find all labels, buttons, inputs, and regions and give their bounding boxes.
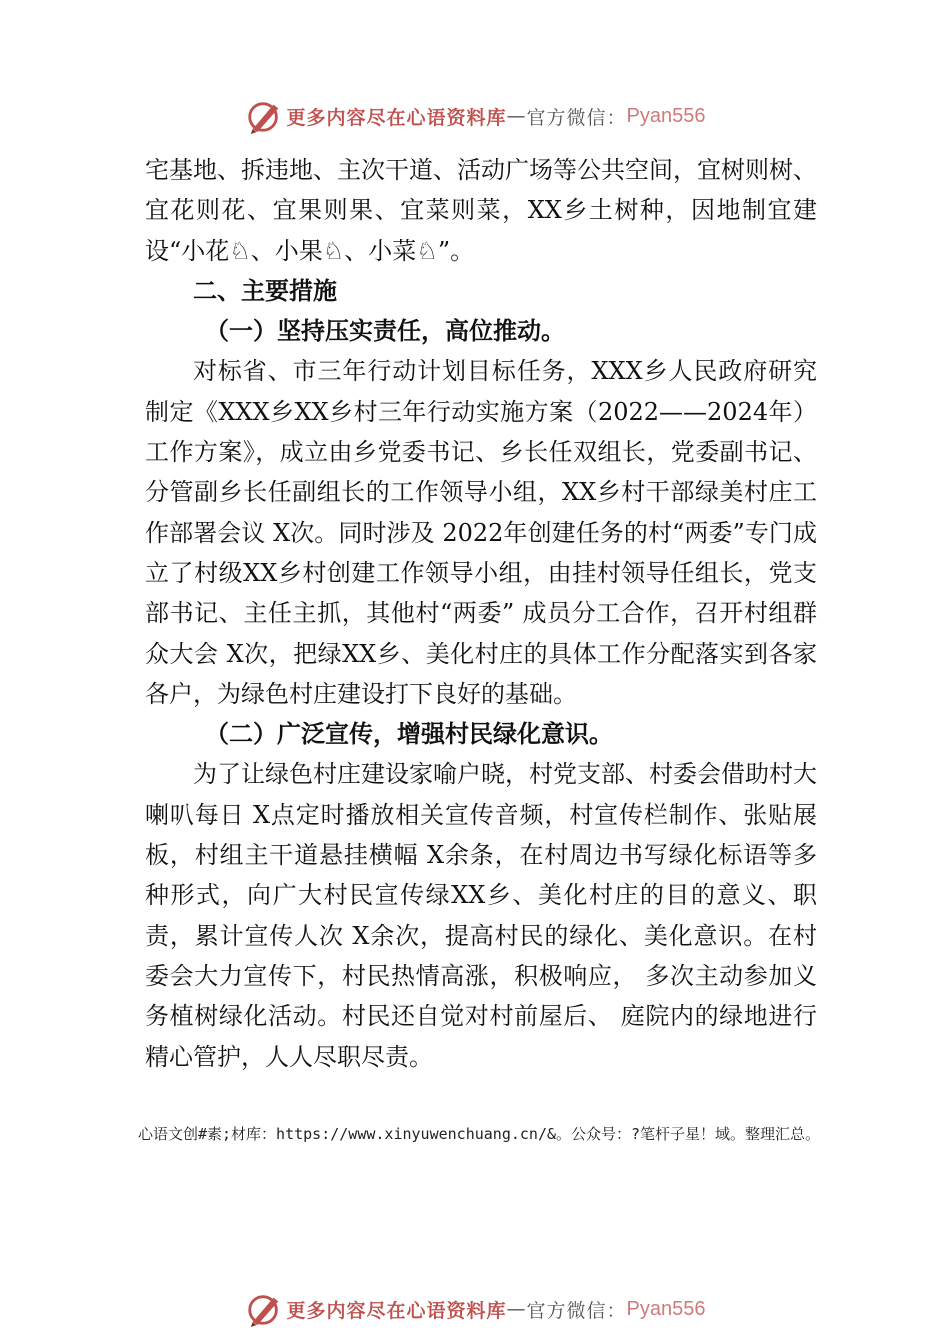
paragraph-continued: 宅基地、拆违地、主次干道、活动广场等公共空间，宜树则树、宜花则花、宜果则果、宜菜则菜，XX乡土树种，因地制宜建设“小花♘、小果♘、小菜♘”。 <box>145 156 817 265</box>
banner-separator: — <box>506 105 527 127</box>
red-pen-logo-icon <box>245 97 283 135</box>
subsection-heading: （一）坚持压实责任，高位推动。 <box>205 316 565 346</box>
body-paragraph: 对标省、市三年行动计划目标任务，XXX乡人民政府研究制定《XXX乡XX乡村三年行动实施方案（2022——2024年）工作方案》，成立由乡党委书记、乡长任双组长，党委副书记、分管副乡长任副组长的工作领导小组，XX乡村干部绿美村庄工作部署会议 X次。同时涉及 2022年创建任务的村“两委”专门成立了村级XX乡村创建工作领导小组，由挂村领导任组长，党支部书记、主任主抓，其他村“两委” 成员分工合作，召开村组群众大会 X次，把绿XX乡、美化村庄的具体工作分配落实到各家各户，为绿色村庄建设打下良好的基础。 <box>145 357 817 708</box>
banner-wechat-label: 官方微信： <box>526 106 627 129</box>
banner-wechat-id: Pyan556 <box>626 104 706 127</box>
document-body <box>145 150 817 1077</box>
subsection-heading: （二）广泛宣传，增强村民绿化意识。 <box>205 719 613 749</box>
banner-title: 更多内容尽在心语资料库 <box>286 1299 507 1322</box>
section-heading: 二、主要措施 <box>193 276 337 305</box>
banner-separator: — <box>506 1298 527 1320</box>
source-footnote: 心语文创#素;材库：https://www.xinyuwenchuang.cn/&。公众号：?笔杆子星！域。整理汇总。 <box>138 1125 821 1143</box>
footer-banner <box>0 1287 950 1331</box>
banner-wechat-label: 官方微信： <box>526 1299 627 1322</box>
body-paragraph: 为了让绿色村庄建设家喻户晓，村党支部、村委会借助村大喇叭每日 X点定时播放相关宣传音频，村宣传栏制作、张贴展板，村组主干道悬挂横幅 X余条，在村周边书写绿化标语等多种形式，向广大村民宣传绿XX乡、美化村庄的目的意义、职责，累计宣传人次 X余次，提高村民的绿化、美化意识。在村委会大力宣传下，村民热情高涨，积极响应， 多次主动参加义务植树绿化活动。村民还自觉对村前屋后、 庭院内的绿地进行精心管护，人人尽职尽责。 <box>145 760 817 1071</box>
header-banner <box>0 94 950 138</box>
banner-wechat-id: Pyan556 <box>626 1297 706 1320</box>
banner-title: 更多内容尽在心语资料库 <box>286 106 507 129</box>
red-pen-logo-icon <box>245 1290 283 1328</box>
